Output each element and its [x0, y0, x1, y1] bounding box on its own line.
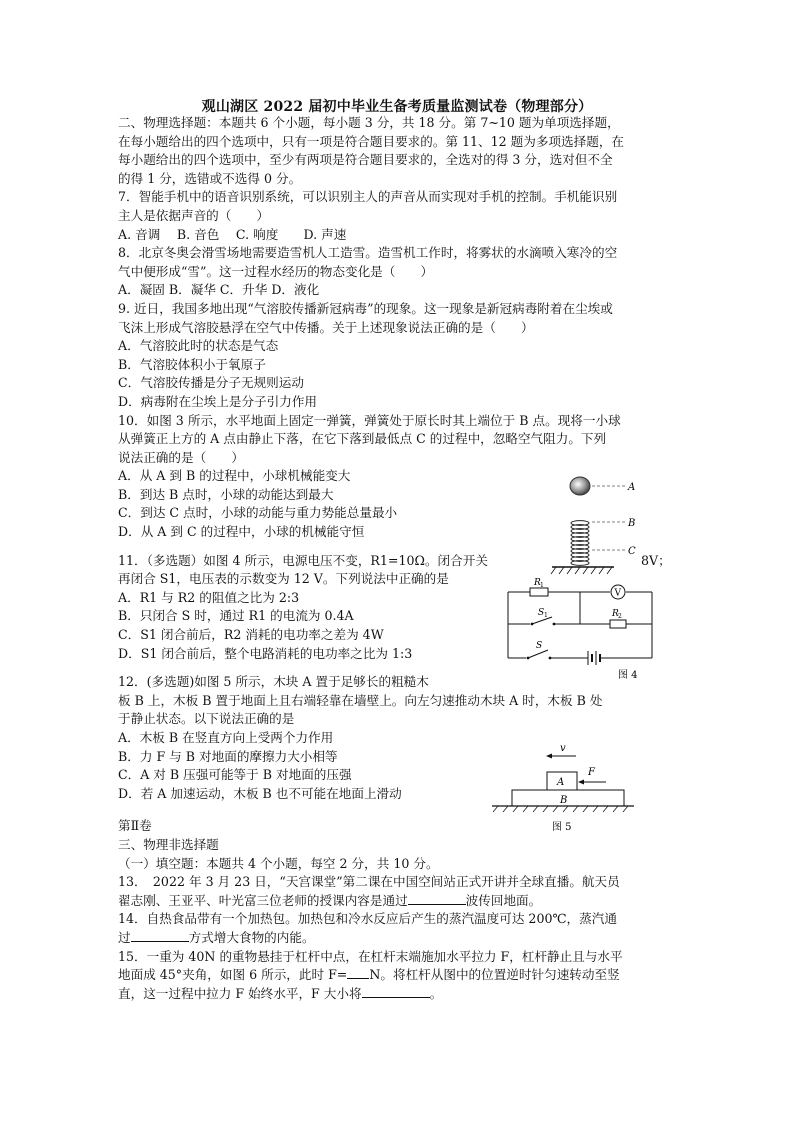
battery-icon — [588, 651, 600, 665]
voltmeter-label: V — [614, 588, 621, 599]
block-a-label: A — [557, 777, 565, 788]
figure-4-circuit — [500, 578, 665, 684]
section2-heading-line: 的得 1 分，选错或不选得 0 分。 — [118, 170, 302, 186]
figure-5-blocks — [488, 738, 638, 834]
ball-icon — [570, 477, 590, 495]
q14-text-b: 方式增大食物的内能。 — [188, 929, 315, 945]
q15-answer-blank-1[interactable] — [347, 966, 369, 979]
r2-label: R — [612, 609, 619, 619]
ground-hatch — [551, 567, 612, 574]
q13-stem: 13． 2022 年 3 月 23 日，“天宫课堂”第二课在中国空间站正式开讲并全球直播。航天员 — [118, 874, 620, 890]
q13-text-a: 翟志刚、王亚平、叶光富三位老师的授课内容是通过 — [118, 892, 408, 908]
q12-stem: 板 B 上，木板 B 置于地面上且右端轻靠在墙壁上。向左匀速推动木块 A 时，木板 B 处 — [118, 692, 603, 708]
s1-label: S — [538, 608, 545, 618]
fill-heading: （一）填空题：本题共 4 个小题，每空 2 分，共 10 分。 — [118, 855, 439, 871]
part2-heading: 第Ⅱ卷 — [118, 818, 152, 834]
q14-text-a: 过 — [118, 929, 131, 945]
q10-stem: 说法正确的是（ ） — [118, 449, 244, 465]
section2-heading-line: 每小题给出的四个选项中，至少有两项是符合题目要求的，全选对的得 3 分，选对但不全 — [118, 152, 613, 168]
q13-stem — [118, 892, 678, 911]
q11-stem-text: 11．（多选题）如图 4 所示，电源电压不变，R1=10Ω。闭合开关 — [118, 552, 488, 568]
q11-stem: 再闭合 S1，电压表的示数变为 12 V。下列说法中正确的是 — [118, 571, 449, 587]
q11-option-b: B．只闭合 S 时，通过 R1 的电流为 0.4A — [118, 608, 354, 624]
figure-5-caption: 图 5 — [552, 822, 572, 833]
q15-stem — [118, 966, 678, 985]
q14-stem — [118, 929, 678, 948]
switch-s1-icon — [532, 617, 552, 624]
q13-text-b: 波传回地面。 — [465, 892, 542, 908]
q12-option-c: C．A 对 B 压强可能等于 B 对地面的压强 — [118, 767, 352, 783]
q11-option-a: A．R1 与 R2 的阻值之比为 2:3 — [118, 589, 300, 605]
figure-4-caption: 图 4 — [618, 670, 638, 681]
r1-label: R — [534, 578, 541, 588]
q14-stem: 14．自热食品带有一个加热包。加热包和冷水反应后产生的蒸汽温度可达 200℃，蒸汽通 — [118, 911, 617, 927]
label-c: C — [628, 546, 636, 557]
page-title: 观山湖区 2022 届初中毕业生备考质量监测试卷（物理部分） — [201, 99, 593, 115]
r1-label-sub: 1 — [540, 582, 544, 589]
q7-options: A. 音调 B. 音色 C. 响度 D. 声速 — [118, 226, 347, 242]
q9-stem: 9. 近日，我国多地出现“气溶胶传播新冠病毒”的现象。这一现象是新冠病毒附着在尘埃或 — [118, 300, 613, 316]
q12-option-b: B．力 F 与 B 对地面的摩擦力大小相等 — [118, 748, 338, 764]
board-b-label: B — [560, 795, 568, 806]
q15-answer-blank-2[interactable] — [362, 985, 430, 998]
q15-text-b: N。将杠杆从图中的位置逆时针匀速转动至竖 — [369, 967, 620, 983]
switch-s-icon — [528, 650, 548, 658]
q10-option-d: D．从 A 到 C 的过程中，小球的机械能守恒 — [118, 524, 365, 540]
q10-option-c: C．到达 C 点时，小球的动能与重力势能总量最小 — [118, 505, 398, 521]
q7-stem: 主人是依据声音的（ ） — [118, 207, 270, 223]
q12-option-d: D．若 A 加速运动，木板 B 也不可能在地面上滑动 — [118, 785, 402, 801]
r2-label-sub: 2 — [618, 613, 622, 620]
q15-text-a: 地面成 45°夹角，如图 6 所示，此时 F= — [118, 967, 348, 983]
q9-option-a: A．气溶胶此时的状态是气态 — [118, 338, 279, 354]
q9-option-c: C．气溶胶传播是分子无规则运动 — [118, 375, 304, 391]
q9-option-d: D．病毒附在尘埃上是分子引力作用 — [118, 393, 318, 409]
s1-label-sub: 1 — [544, 612, 548, 619]
q11-option-c: C．S1 闭合前后，R2 消耗的电功率之差为 4W — [118, 627, 384, 643]
q12-stem: 12．(多选题)如图 5 所示，木块 A 置于足够长的粗糙木 — [118, 674, 429, 690]
ground-hatch — [493, 806, 628, 812]
q10-option-a: A．从 A 到 B 的过程中，小球机械能变大 — [118, 468, 351, 484]
q9-stem: 飞沫上形成气溶胶悬浮在空气中传播。关于上述现象说法正确的是（ ） — [118, 319, 534, 335]
resistor-r1-icon — [530, 588, 548, 596]
spring-icon — [571, 521, 589, 566]
q10-option-b: B．到达 B 点时，小球的动能达到最大 — [118, 486, 334, 502]
resistor-r2-icon — [610, 620, 626, 628]
force-label: F — [588, 767, 595, 778]
q11-stem-tail: 8V； — [641, 552, 671, 568]
q7-stem: 7．智能手机中的语音识别系统，可以识别主人的声音从而实现对手机的控制。手机能识别 — [118, 189, 618, 205]
q11-option-d: D．S1 闭合前后，整个电路消耗的电功率之比为 1:3 — [118, 645, 413, 661]
q15-stem — [118, 985, 678, 1004]
q10-stem: 从弹簧正上方的 A 点由静止下落，在它下落到最低点 C 的过程中，忽略空气阻力。下列 — [118, 431, 607, 447]
label-b: B — [628, 518, 636, 529]
s-label: S — [536, 641, 543, 651]
q10-stem: 10．如图 3 所示，水平地面上固定一弹簧，弹簧处于原长时其上端位于 B 点。现将一小球 — [118, 412, 621, 428]
section2-heading-line: 在每小题给出的四个选项中，只有一项是符合题目要求的。第 11、12 题为多项选择题，在 — [118, 133, 625, 149]
figure-3-spring — [548, 470, 658, 578]
q12-stem: 于静止状态。以下说法正确的是 — [118, 711, 295, 727]
q8-options: A．凝固 B．凝华 C．升华 D．液化 — [118, 282, 320, 298]
q15-stem: 15．一重为 40N 的重物悬挂于杠杆中点，在杠杆末端施加水平拉力 F，杠杆静止且与水平 — [118, 948, 623, 964]
q9-option-b: B．气溶胶体积小于氧原子 — [118, 356, 266, 372]
section2-heading-line: 二、物理选择题：本题共 6 个小题，每小题 3 分，共 18 分。第 7~10 题为单项选择题， — [118, 115, 620, 130]
board-b — [512, 790, 624, 806]
velocity-label: v — [560, 743, 566, 754]
q13-answer-blank[interactable] — [408, 892, 466, 905]
q15-text-c: 直，这一过程中拉力 F 始终水平，F 大小将 — [118, 985, 362, 1001]
q14-answer-blank[interactable] — [131, 929, 189, 942]
q8-stem: 8．北京冬奥会滑雪场地需要造雪机人工造雪。造雪机工作时，将雾状的水滴喷入寒冷的空 — [118, 245, 618, 261]
q12-option-a: A．木板 B 在竖直方向上受两个力作用 — [118, 730, 334, 745]
section3-heading: 三、物理非选择题 — [118, 836, 219, 852]
q15-text-d: 。 — [429, 985, 443, 1001]
label-a: A — [628, 482, 636, 493]
q8-stem: 气中便形成“雪”。这一过程水经历的物态变化是（ ） — [118, 263, 434, 279]
